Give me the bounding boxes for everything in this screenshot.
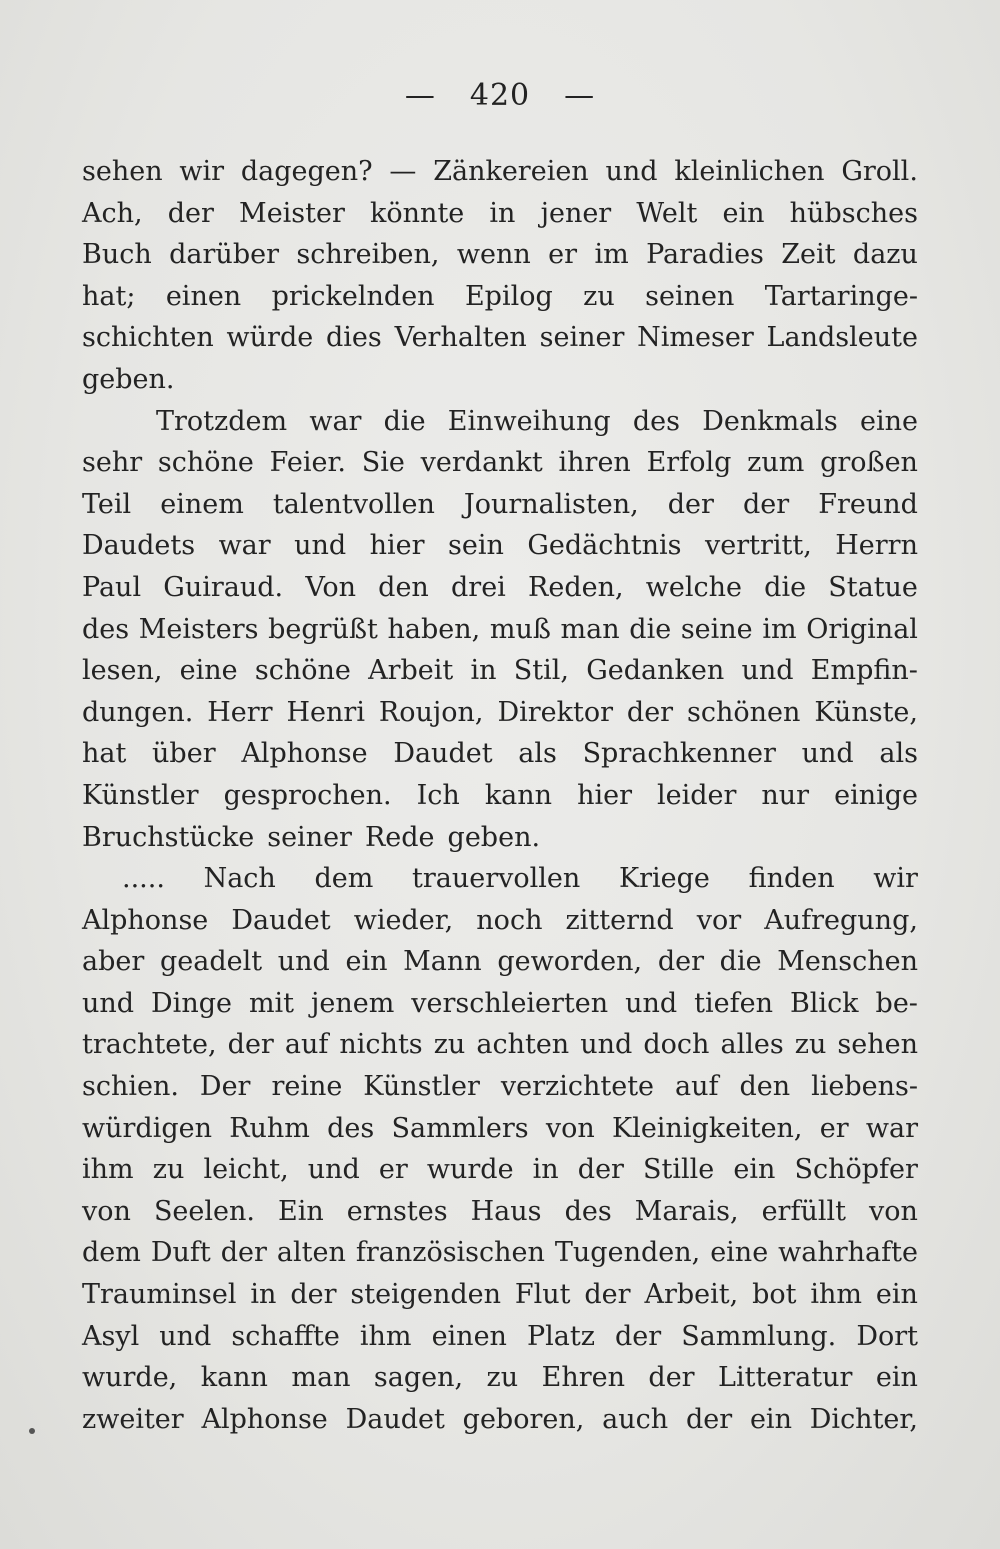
word: Meisters xyxy=(138,613,259,645)
word: leider xyxy=(656,779,737,811)
word: im xyxy=(762,613,797,645)
word: er xyxy=(819,1112,849,1144)
word: Seelen. xyxy=(153,1195,255,1227)
word: Duft xyxy=(150,1237,211,1269)
word: Verhalten xyxy=(394,322,527,354)
text-line xyxy=(82,1066,918,1108)
word: Dinge xyxy=(151,987,232,1019)
word: Reden, xyxy=(528,571,624,603)
word: begrüßt xyxy=(268,613,378,645)
word: kleinlichen xyxy=(674,156,825,187)
word: trachtete, xyxy=(82,1029,217,1061)
word: Landsleute xyxy=(766,322,918,354)
word: der xyxy=(657,946,704,978)
word: in xyxy=(489,197,516,229)
text-line xyxy=(82,1191,918,1233)
header-dash-right: — xyxy=(564,78,596,113)
word: alles xyxy=(720,1029,784,1061)
word: Guiraud. xyxy=(163,571,284,603)
word: muß xyxy=(489,613,551,645)
word: Nimeser xyxy=(637,322,754,354)
word: würde xyxy=(226,322,314,354)
text-line xyxy=(82,775,918,817)
word: französischen xyxy=(355,1237,545,1269)
word: von xyxy=(82,1195,131,1227)
word: steigenden xyxy=(350,1279,501,1311)
word: wenn xyxy=(456,239,531,271)
word: Künstler xyxy=(363,1071,480,1103)
word: sehr xyxy=(82,447,143,479)
word: Ruhm xyxy=(229,1112,310,1144)
word: Buch xyxy=(82,239,152,271)
word: Paul xyxy=(82,571,142,603)
text-line xyxy=(82,359,918,401)
word: wir xyxy=(873,863,918,895)
word: war xyxy=(218,530,271,562)
word: Von xyxy=(305,571,356,603)
word: die xyxy=(629,613,672,645)
word: Asyl xyxy=(82,1320,140,1352)
word: darüber xyxy=(169,239,279,271)
word: drei xyxy=(451,571,506,603)
word: geworden, xyxy=(497,946,643,978)
word: eine xyxy=(179,655,238,687)
word: schien. xyxy=(82,1071,179,1103)
word: ihm xyxy=(810,1279,863,1311)
word: zitternd xyxy=(565,904,674,936)
word: der xyxy=(614,1320,662,1352)
word: ernstes xyxy=(346,1195,448,1227)
word: würdigen xyxy=(82,1112,212,1144)
word: schönen xyxy=(687,696,801,728)
word: schaffte xyxy=(231,1320,340,1352)
word: geboren, xyxy=(462,1403,585,1435)
word: geben. xyxy=(447,821,541,853)
word: schöne xyxy=(254,655,351,687)
word: vor xyxy=(696,904,742,936)
word: Daudet xyxy=(345,1403,445,1435)
text-line xyxy=(82,317,918,359)
word: dies xyxy=(326,322,382,354)
word: reine xyxy=(271,1071,343,1103)
word: großen xyxy=(820,447,918,479)
word: gesprochen. xyxy=(223,779,392,811)
word: Kriege xyxy=(618,863,710,895)
word: dem xyxy=(82,1237,141,1269)
word: zu xyxy=(433,1029,466,1061)
word: wir xyxy=(179,156,225,187)
word: kann xyxy=(200,1362,268,1394)
word: tiefen xyxy=(694,987,773,1019)
text-line xyxy=(82,650,918,692)
word: als xyxy=(518,738,557,770)
text-line xyxy=(82,733,918,775)
word: Sammlung. xyxy=(681,1320,837,1352)
word: Gedächtnis xyxy=(527,530,682,562)
text-line xyxy=(82,442,918,484)
word: sehen xyxy=(837,1029,918,1061)
word: und xyxy=(605,156,658,187)
word: und xyxy=(159,1320,212,1352)
word: die xyxy=(719,946,762,978)
word: Ich xyxy=(416,779,460,811)
word: hat xyxy=(82,738,127,770)
word: über xyxy=(152,738,216,770)
word: Aufregung, xyxy=(764,904,918,936)
word: Flut xyxy=(514,1279,571,1311)
body-text xyxy=(82,151,918,1440)
word: Sie xyxy=(361,447,405,479)
word: und xyxy=(294,530,347,562)
word: war xyxy=(309,405,362,437)
word: ein xyxy=(733,1154,776,1186)
word: des xyxy=(564,1195,612,1227)
text-line xyxy=(82,234,918,276)
word: zu xyxy=(486,1362,519,1394)
word: ihren xyxy=(558,447,631,479)
word: be- xyxy=(875,987,918,1019)
word: Alphonse xyxy=(82,904,209,936)
word: noch xyxy=(476,904,543,936)
word: zu xyxy=(794,1029,827,1061)
word: Original xyxy=(806,613,918,645)
word: Trotzdem xyxy=(156,405,288,437)
word: einen xyxy=(165,280,242,312)
text-line xyxy=(82,900,918,942)
word: der xyxy=(577,1154,624,1186)
word: die xyxy=(764,571,807,603)
text-line xyxy=(82,1399,918,1441)
word: der xyxy=(227,1029,274,1061)
word: und xyxy=(580,1029,633,1061)
word: als xyxy=(879,738,918,770)
word: Freund xyxy=(818,488,918,520)
word: doch xyxy=(643,1029,710,1061)
word: im xyxy=(594,239,629,271)
word: Tartaringe- xyxy=(764,280,918,312)
word: schreiben, xyxy=(296,239,440,271)
word: Dort xyxy=(856,1320,918,1352)
word: auch xyxy=(602,1403,669,1435)
word: Daudet xyxy=(393,738,493,770)
word: Teil xyxy=(82,488,132,520)
word: verdankt xyxy=(420,447,543,479)
word: einem xyxy=(160,488,244,520)
word: den xyxy=(739,1071,791,1103)
word: auf xyxy=(284,1029,329,1061)
word: mit xyxy=(248,987,295,1019)
text-line xyxy=(82,1274,918,1316)
word: in xyxy=(250,1279,277,1311)
word: geben. xyxy=(82,363,175,395)
word: hier xyxy=(577,779,632,811)
word: Herrn xyxy=(835,530,918,562)
word: Platz xyxy=(526,1320,595,1352)
word: in xyxy=(470,655,497,687)
word: in xyxy=(532,1154,559,1186)
word: dazu xyxy=(852,239,918,271)
word: Menschen xyxy=(777,946,918,978)
word: und xyxy=(82,987,135,1019)
word: ein xyxy=(875,1362,918,1394)
word: sehen xyxy=(82,156,163,187)
text-line xyxy=(82,1316,918,1358)
word: Marais, xyxy=(634,1195,739,1227)
word: den xyxy=(378,571,429,603)
page-number: 420 xyxy=(469,78,531,113)
word: der xyxy=(626,696,674,728)
word: Ehren xyxy=(541,1362,625,1394)
word: der xyxy=(290,1279,337,1311)
word: Haus xyxy=(470,1195,542,1227)
word: Künstler xyxy=(82,779,199,811)
word: Feier. xyxy=(269,447,347,479)
word: dagegen? xyxy=(240,156,373,187)
word: und xyxy=(307,1154,360,1186)
word: Künste, xyxy=(814,696,918,728)
word: eine xyxy=(710,1237,769,1269)
word: vertritt, xyxy=(704,530,812,562)
word: und xyxy=(625,987,678,1019)
word: wurde xyxy=(426,1154,514,1186)
word: Schöpfer xyxy=(794,1154,918,1186)
word: ein xyxy=(722,197,765,229)
word: leicht, xyxy=(203,1154,289,1186)
text-line xyxy=(82,817,918,859)
word: Empfin- xyxy=(810,655,918,687)
word: Stil, xyxy=(513,655,569,687)
word: zum xyxy=(747,447,805,479)
word: Arbeit, xyxy=(644,1279,739,1311)
word: Alphonse xyxy=(241,738,368,770)
text-line xyxy=(82,193,918,235)
word: wieder, xyxy=(353,904,454,936)
word: von xyxy=(545,1112,595,1144)
text-line xyxy=(82,276,918,318)
word: auf xyxy=(675,1071,719,1103)
text-line xyxy=(82,983,918,1025)
word: der xyxy=(167,197,214,229)
word: er xyxy=(548,239,578,271)
word: Stille xyxy=(643,1154,715,1186)
word: dungen. xyxy=(82,696,194,728)
word: der xyxy=(743,488,790,520)
word: und xyxy=(741,655,794,687)
word: Bruchstücke xyxy=(82,821,255,853)
word: Herr xyxy=(207,696,273,728)
word: ihm xyxy=(359,1320,412,1352)
word: Alphonse xyxy=(201,1403,328,1435)
word: ihm xyxy=(82,1154,134,1186)
word: hübsches xyxy=(789,197,918,229)
word: talentvollen xyxy=(272,488,435,520)
word: die xyxy=(383,405,426,437)
word: Kleinigkeiten, xyxy=(612,1112,803,1144)
word: er xyxy=(378,1154,408,1186)
word: Zeit xyxy=(781,239,836,271)
word: Trauminsel xyxy=(82,1279,237,1311)
word: Denkmals xyxy=(702,405,838,437)
word: Sprachkenner xyxy=(582,738,776,770)
word: Blick xyxy=(789,987,859,1019)
word: Zänkereien xyxy=(433,156,589,187)
text-line xyxy=(82,941,918,983)
word: seiner xyxy=(539,322,625,354)
word: des xyxy=(82,613,130,645)
word: Welt xyxy=(636,197,698,229)
word: Journalisten, xyxy=(463,488,639,520)
word: Ach, xyxy=(82,197,143,229)
word: Direktor xyxy=(497,696,613,728)
word: haben, xyxy=(387,613,481,645)
word: Mann xyxy=(403,946,482,978)
word: einen xyxy=(431,1320,507,1352)
word: Arbeit xyxy=(368,655,454,687)
word: des xyxy=(327,1112,375,1144)
word: geadelt xyxy=(159,946,263,978)
word: nur xyxy=(761,779,810,811)
word: und xyxy=(801,738,854,770)
word: Henri xyxy=(286,696,365,728)
word: Nach xyxy=(203,863,276,895)
word: Litteratur xyxy=(718,1362,853,1394)
word: Groll. xyxy=(841,156,918,187)
word: sein xyxy=(448,530,504,562)
word: trauervollen xyxy=(412,863,581,895)
text-line xyxy=(82,609,918,651)
word: aber xyxy=(82,946,145,978)
word: einige xyxy=(834,779,918,811)
word: hier xyxy=(369,530,425,562)
word: Tugenden, xyxy=(554,1237,701,1269)
word: erfüllt xyxy=(761,1195,846,1227)
word: finden xyxy=(748,863,835,895)
word: sagen, xyxy=(373,1362,464,1394)
word: und xyxy=(277,946,330,978)
word: seiner xyxy=(267,821,352,853)
word: seine xyxy=(680,613,753,645)
word: der xyxy=(667,488,714,520)
word: verschleierten xyxy=(411,987,609,1019)
word: nichts xyxy=(339,1029,423,1061)
text-line xyxy=(82,1232,918,1274)
page-header xyxy=(0,78,1000,113)
word: zu xyxy=(583,280,615,312)
word: Meister xyxy=(239,197,345,229)
word: Dichter, xyxy=(809,1403,918,1435)
word: kann xyxy=(484,779,553,811)
word: prickelnden xyxy=(271,280,435,312)
word: ..... xyxy=(122,863,165,895)
word: schichten xyxy=(82,322,214,354)
word: hat; xyxy=(82,280,136,312)
word: Paradies xyxy=(646,239,764,271)
word: war xyxy=(865,1112,918,1144)
word: Epilog xyxy=(464,280,553,312)
word: ein xyxy=(345,946,388,978)
word: seinen xyxy=(645,280,735,312)
text-line xyxy=(82,525,918,567)
word: jener xyxy=(540,197,612,229)
text-line xyxy=(82,858,918,900)
word: schöne xyxy=(157,447,254,479)
word: alten xyxy=(276,1237,346,1269)
word: jenem xyxy=(311,987,395,1019)
word: zweiter xyxy=(82,1403,184,1435)
word: Erfolg xyxy=(646,447,732,479)
text-line xyxy=(82,1149,918,1191)
word: der xyxy=(685,1403,733,1435)
word: wahrhafte xyxy=(778,1237,918,1269)
word: Gedanken xyxy=(586,655,725,687)
word: Einweihung xyxy=(447,405,611,437)
word: zu xyxy=(152,1154,185,1186)
word: Statue xyxy=(828,571,918,603)
word: eine xyxy=(860,405,918,437)
text-line xyxy=(82,1108,918,1150)
word: man xyxy=(560,613,620,645)
word: ein xyxy=(875,1279,918,1311)
word: Daudets xyxy=(82,530,196,562)
text-line xyxy=(82,484,918,526)
text-line xyxy=(82,401,918,443)
word: — xyxy=(389,156,417,187)
word: verzichtete xyxy=(500,1071,655,1103)
word: Sammlers xyxy=(391,1112,529,1144)
text-line xyxy=(82,151,918,193)
word: Rede xyxy=(364,821,435,853)
word: achten xyxy=(476,1029,570,1061)
word: von xyxy=(869,1195,918,1227)
word: lesen, xyxy=(82,655,163,687)
word: Ein xyxy=(278,1195,324,1227)
text-line xyxy=(82,1024,918,1066)
text-line xyxy=(82,692,918,734)
word: liebens- xyxy=(811,1071,918,1103)
word: der xyxy=(648,1362,695,1394)
text-line xyxy=(82,567,918,609)
word: bot xyxy=(752,1279,797,1311)
word: Der xyxy=(199,1071,251,1103)
word: könnte xyxy=(370,197,465,229)
print-speck xyxy=(29,1428,35,1434)
word: der xyxy=(584,1279,631,1311)
header-dash-left: — xyxy=(404,78,436,113)
word: Daudet xyxy=(231,904,331,936)
word: Roujon, xyxy=(378,696,484,728)
word: der xyxy=(220,1237,267,1269)
word: ein xyxy=(749,1403,792,1435)
word: welche xyxy=(645,571,742,603)
word: des xyxy=(632,405,681,437)
word: wurde, xyxy=(82,1362,178,1394)
text-line xyxy=(82,1357,918,1399)
word: man xyxy=(291,1362,351,1394)
word: dem xyxy=(314,863,374,895)
